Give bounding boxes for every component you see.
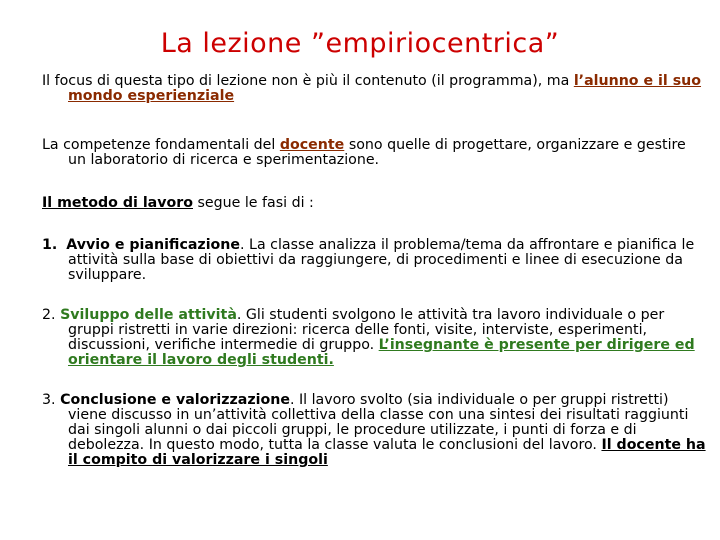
paragraph-competenze (42, 138, 708, 168)
step-2-text: . Gli studenti svolgono le attività tra lavoro individuale o per gruppi ristretti in varie direzioni: ricerca delle fonti, visite, interviste, esperimenti, discussioni, verifiche intermedie di gruppo. (68, 307, 665, 353)
metodo-after: segue le fasi di : (193, 195, 314, 211)
focus-text: Il focus di questa tipo di lezione non è più il contenuto (il programma), ma (42, 73, 574, 89)
step-2-emphasis: L’insegnante è presente per dirigere ed orientare il lavoro degli studenti. (68, 337, 695, 368)
slide-title: La lezione ”empiriocentrica” (160, 28, 560, 59)
step-1 (42, 238, 708, 283)
step-3-emphasis: Il docente ha il compito di valorizzare i singoli (68, 437, 706, 468)
paragraph-metodo (42, 196, 708, 211)
focus-emphasis: l’alunno e il suo mondo esperienziale (68, 73, 702, 104)
competenze-after: sono quelle di progettare, organizzare e gestire un laboratorio di ricerca e sperimentazione. (68, 137, 686, 168)
step-1-text: . La classe analizza il problema/tema da affrontare e pianifica le attività sulla base di obiettivi da raggiungere, di procedimenti e linee di esecuzione da sviluppare. (68, 237, 695, 283)
step-2 (42, 308, 708, 368)
competenze-before: La competenze fondamentali del (42, 137, 280, 153)
paragraph-focus (42, 74, 708, 104)
step-2-heading: Sviluppo delle attività (60, 307, 237, 323)
step-3-text: . Il lavoro svolto (sia individuale o per gruppi ristretti) viene discusso in un’attività collettiva della classe con una sintesi dei risultati raggiunti dai singoli alunni o dai piccoli gruppi, le procedure utilizzate, i punti di forza e di debolezza. In questo modo, tutta la classe valuta le conclusioni del lavoro. (68, 392, 689, 453)
step-3-number: 3. (42, 392, 56, 408)
metodo-emphasis: Il metodo di lavoro (42, 195, 193, 211)
step-3 (42, 393, 708, 468)
step-2-number: 2. (42, 307, 56, 323)
step-1-number: 1. (42, 237, 58, 253)
step-1-heading: Avvio e pianificazione (66, 237, 241, 253)
competenze-emphasis: docente (279, 137, 345, 153)
step-3-heading: Conclusione e valorizzazione (60, 392, 290, 408)
